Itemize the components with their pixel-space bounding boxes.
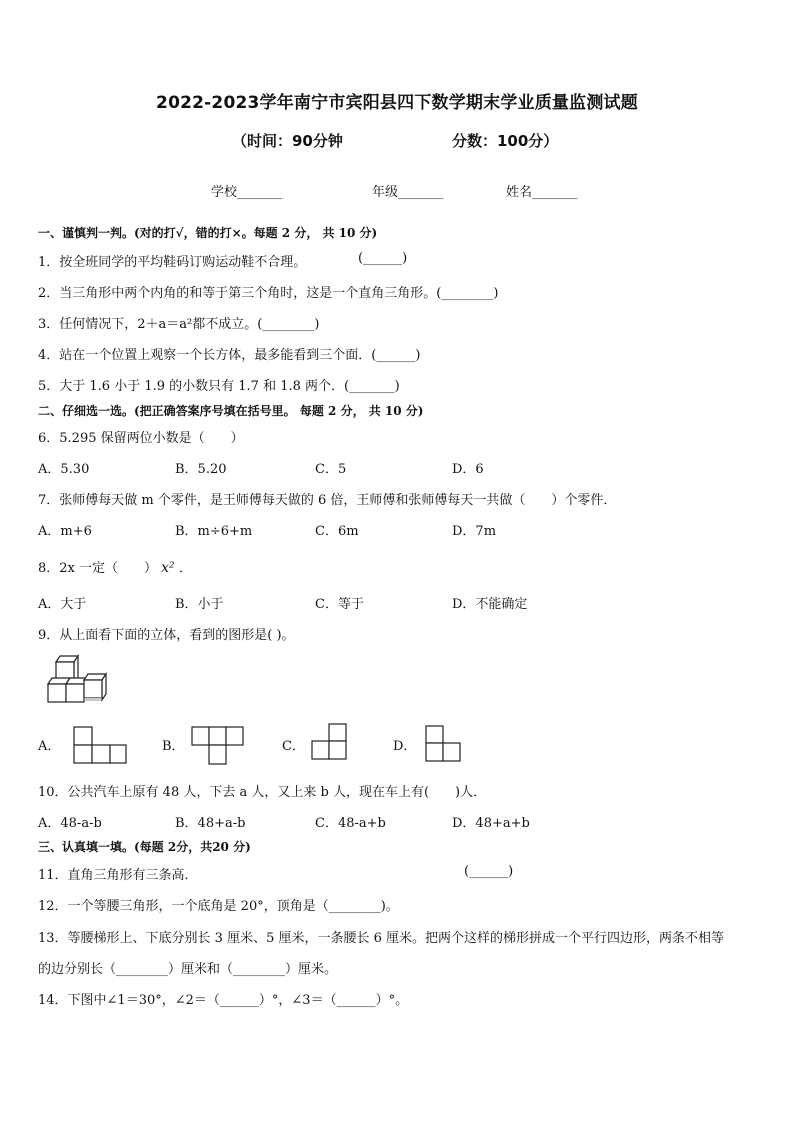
q10-option-d: D．48+a+b (452, 816, 530, 831)
q10-option-a: A．48-a-b (38, 816, 102, 831)
q8-option-b: B．小于 (175, 597, 224, 612)
q9-option-a-label: A． (38, 739, 61, 754)
question-2: 2．当三角形中两个内角的和等于第三个角时，这是一个直角三角形。(________) (38, 286, 499, 301)
question-11: 11．直角三角形有三条高． (38, 868, 198, 883)
section-1-heading: 一、谨慎判一判。(对的打√，错的打×。每题 2 分， 共 10 分) (38, 226, 378, 240)
q8-option-a: A．大于 (38, 597, 87, 612)
question-9: 9．从上面看下面的立体，看到的图形是( )。 (38, 628, 295, 643)
section-3-heading: 三、认真填一填。(每题 2分，共20 分) (38, 840, 251, 854)
question-5: 5．大于 1.6 小于 1.9 的小数只有 1.7 和 1.8 两个．(_______) (38, 379, 400, 394)
question-4: 4．站在一个位置上观察一个长方体，最多能看到三个面．(______) (38, 348, 421, 363)
q6-option-c: C．5 (315, 462, 347, 477)
q9-option-a-figure (72, 725, 128, 765)
question-1-blank: (______) (358, 251, 408, 266)
question-6: 6．5.295 保留两位小数是（ ） (38, 431, 244, 446)
question-7: 7．张师傅每天做 m 个零件，是王师傅每天做的 6 倍，王师傅和张师傅每天一共做（ ）个零件． (38, 493, 617, 508)
q10-option-c: C．48-a+b (315, 816, 386, 831)
q9-option-d-figure (424, 724, 464, 764)
question-12: 12．一个等腰三角形，一个底角是 20°，顶角是（________)。 (38, 899, 399, 914)
q9-option-c-figure (310, 722, 350, 762)
q8-x-squared: x² (161, 560, 175, 576)
q10-option-b: B．48+a-b (175, 816, 246, 831)
q7-option-c: C．6m (315, 524, 359, 539)
q9-cubes-figure (44, 654, 116, 704)
q7-option-b: B．m÷6+m (175, 524, 253, 539)
question-11-blank: (______) (464, 864, 514, 879)
q6-option-b: B．5.20 (175, 462, 227, 477)
name-field: 姓名_______ (506, 185, 578, 200)
question-3: 3．任何情况下，2＋a＝a²都不成立。(________) (38, 317, 320, 332)
q8-end: ． (178, 561, 192, 576)
q8-option-c: C．等于 (315, 597, 364, 612)
q7-option-d: D．7m (452, 524, 497, 539)
exam-time: （时间：90分钟 (232, 132, 343, 150)
q9-option-c-label: C． (282, 739, 305, 754)
grade-field: 年级_______ (372, 185, 444, 200)
q9-option-b-label: B． (162, 739, 185, 754)
question-14: 14．下图中∠1＝30°，∠2＝（______）°，∠3＝（______）°。 (38, 993, 409, 1008)
question-13-line-1: 13．等腰梯形上、下底分别长 3 厘米、5 厘米，一条腰长 6 厘米。把两个这样的梯形拼成一个平行四边形，两条不相等 (38, 931, 725, 946)
section-2-heading: 二、仔细选一选。(把正确答案序号填在括号里。 每题 2 分， 共 10 分) (38, 404, 424, 418)
q9-option-b-figure (190, 725, 246, 767)
q9-option-d-label: D． (393, 739, 417, 754)
q6-option-d: D．6 (452, 462, 484, 477)
question-1: 1．按全班同学的平均鞋码订购运动鞋不合理。 (38, 255, 307, 270)
page-title: 2022-2023学年南宁市宾阳县四下数学期末学业质量监测试题 (156, 93, 638, 113)
q6-option-a: A．5.30 (38, 462, 90, 477)
question-8 (38, 557, 192, 576)
q8-option-d: D．不能确定 (452, 597, 528, 612)
q7-option-a: A．m+6 (38, 524, 92, 539)
exam-score: 分数：100分） (452, 132, 559, 150)
q8-text: 8．2x 一定（ ） (38, 561, 158, 576)
question-10: 10．公共汽车上原有 48 人，下去 a 人，又上来 b 人，现在车上有( )人． (38, 785, 487, 800)
question-13-line-2: 的边分别长（________）厘米和（________）厘米。 (38, 962, 338, 977)
school-field: 学校_______ (211, 185, 283, 200)
